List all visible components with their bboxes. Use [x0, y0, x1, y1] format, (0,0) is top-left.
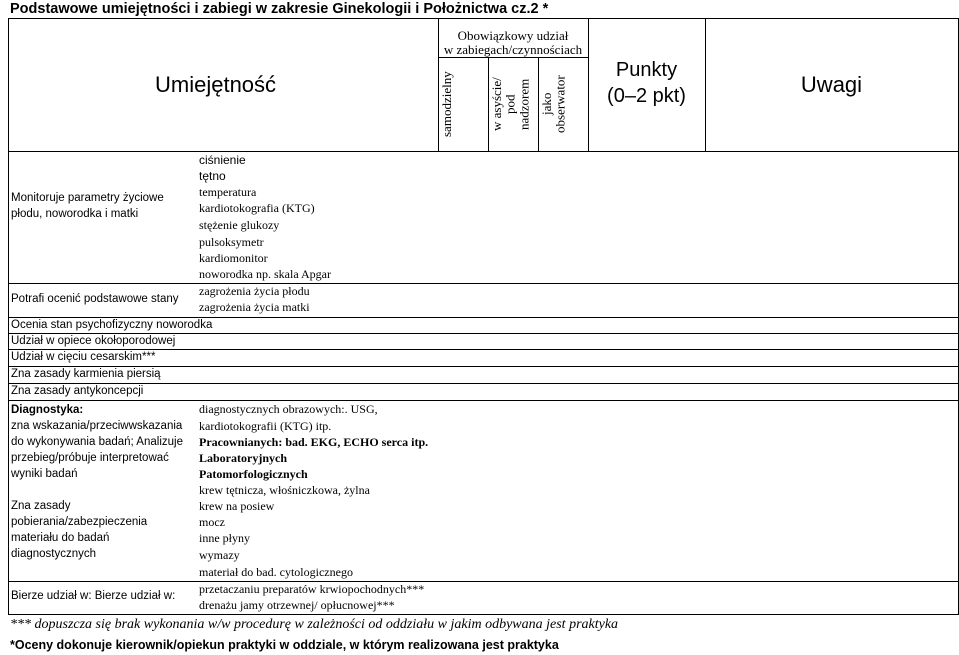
sampling-item: mocz [199, 515, 225, 529]
points-header-line2: (0–2 pkt) [607, 85, 686, 107]
document-title [10, 2, 548, 17]
diag-item-pathomorphology: Patomorfologicznych [199, 467, 308, 481]
sampling-label-line: pobierania/zabezpieczenia [11, 516, 148, 528]
remarks-header: Uwagi [800, 72, 863, 97]
monitor-label-line1: Monitoruje parametry życiowe [11, 192, 164, 204]
sampling-item: inne płyny [199, 531, 250, 545]
points-header-line1: Punkty [615, 59, 678, 81]
participate-item: przetaczaniu preparatów krwiopochodnych*** [199, 582, 425, 596]
skill-header: Umiejętność [155, 72, 277, 97]
sampling-label-line: diagnostycznych [11, 548, 97, 560]
row-contraception: Zna zasady antykoncepcji [11, 385, 144, 397]
diag-heading: Diagnostyka: [11, 404, 84, 416]
participate-item: drenażu jamy otrzewnej/ opłucnowej*** [199, 598, 395, 612]
monitor-item: noworodka np. skala Apgar [199, 267, 331, 281]
sampling-item: wymazy [199, 548, 240, 562]
row-cesarean: Udział w cięciu cesarskim*** [11, 351, 156, 363]
row-breastfeeding: Zna zasady karmienia piersią [11, 368, 161, 380]
title-text: Podstawowe umiejętności i zabiegi w zakresie Ginekologii i Położnictwa cz.2 * [10, 1, 549, 17]
diag-item-imaging: diagnostycznych obrazowych:. USG, [199, 402, 378, 416]
sampling-item: krew tętnicza, włośniczkowa, żylna [199, 483, 370, 497]
assess-item: zagrożenia życia płodu [199, 284, 310, 298]
sampling-item: materiał do bad. cytologicznego [199, 565, 353, 579]
sampling-label-line: materiału do badań [11, 532, 110, 544]
monitor-item: ciśnienie [199, 153, 246, 167]
row-perinatal-care: Udział w opiece okołoporodowej [11, 335, 176, 347]
footer-note-procedures: *** dopuszcza się brak wykonania w/w procedurę w zależności od oddziału w jakim odbywana jest praktyka [10, 617, 619, 632]
diag-item-ktg: kardiotokografii (KTG) itp. [199, 419, 332, 433]
sampling-label-line: Zna zasady [11, 500, 71, 512]
participation-header-line1: Obowiązkowy udział [457, 28, 569, 43]
monitor-item: kardiomonitor [199, 251, 268, 265]
diag-label-line: przebieg/próbuje interpretować [11, 452, 169, 464]
monitor-item: kardiotokografia (KTG) [199, 201, 315, 215]
monitor-item: tętno [199, 169, 226, 183]
assess-label: Potrafi ocenić podstawowe stany [11, 293, 179, 305]
col-assist-label-3: nadzorem [516, 78, 532, 130]
col-observer [540, 60, 588, 148]
col-assist [490, 60, 538, 148]
diag-label-line: wyniki badań [11, 468, 78, 480]
monitor-item: stężenie glukozy [199, 218, 280, 232]
diag-item-laboratory: Laboratoryjnych [199, 451, 287, 465]
col-assist-label-2: pod [502, 94, 518, 114]
col-independent [440, 60, 488, 148]
monitor-label-line2: płodu, noworodka i matki [11, 208, 139, 220]
col-independent-label: samodzielny [439, 71, 454, 137]
participation-header-line2: w zabiegach/czynnościach [443, 42, 583, 57]
diag-item-lab-tests-text: Pracownianych: bad. EKG, ECHO serca itp. [199, 435, 429, 449]
assess-item: zagrożenia życia matki [199, 300, 310, 314]
diag-label-line: zna wskazania/przeciwwskazania [11, 420, 183, 432]
diag-label-line: do wykonywania badań; Analizuje [11, 436, 183, 448]
col-observer-label-1: jako [539, 92, 554, 116]
monitor-item: temperatura [199, 185, 257, 199]
monitor-item: pulsoksymetr [199, 235, 264, 249]
sampling-item: krew na posiew [199, 499, 275, 513]
col-assist-label-1: w asyście/ [489, 77, 504, 131]
diag-item-lab-tests [199, 436, 428, 448]
row-psychophysical: Ocenia stan psychofizyczny noworodka [11, 319, 213, 331]
footer-note-assessment: *Oceny dokonuje kierownik/opiekun praktyki w oddziale, w którym realizowana jest praktyka [10, 638, 559, 652]
participate-label: Bierze udział w: Bierze udział w: [11, 590, 176, 602]
col-observer-label-2: obserwator [552, 75, 568, 133]
